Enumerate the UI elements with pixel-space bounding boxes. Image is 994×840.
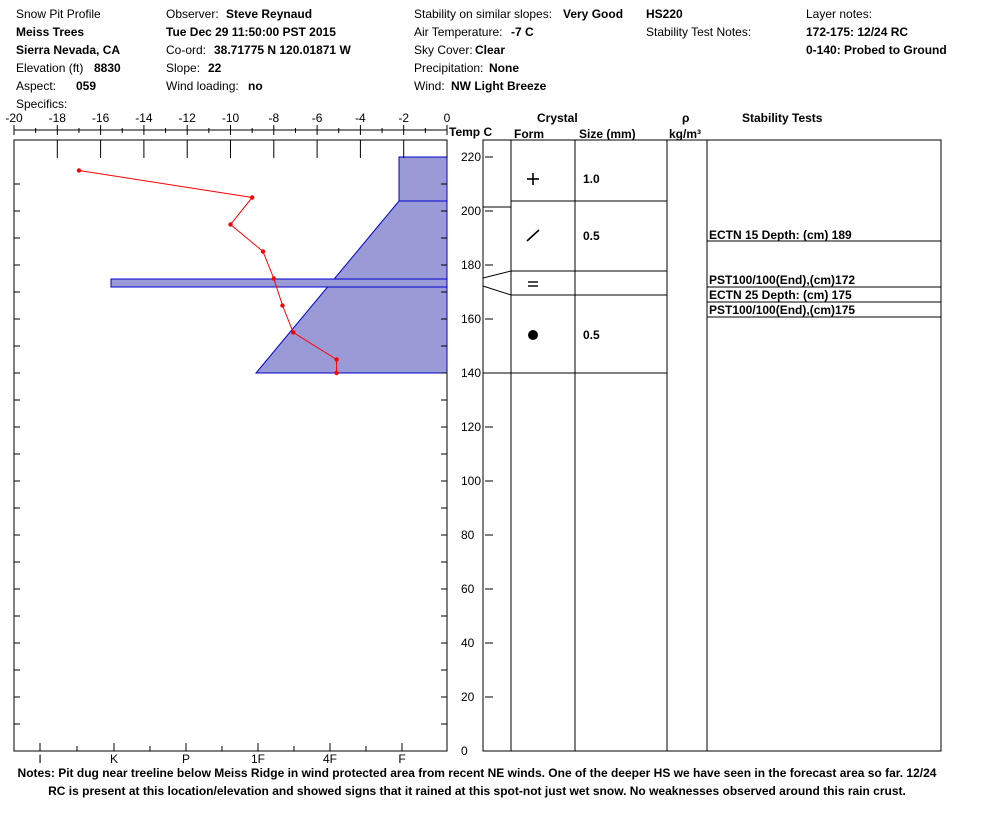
coord-label: Co-ord: (166, 43, 207, 57)
precip-value: None (489, 61, 519, 75)
height-tick-label: 140 (461, 366, 482, 380)
hardness-label: 4F (322, 752, 338, 766)
stability-value: Very Good (563, 7, 624, 21)
chart-frames (14, 130, 941, 751)
height-tick-label: 160 (461, 312, 482, 326)
region: Sierra Nevada, CA (16, 43, 121, 57)
crystal-size: 0.5 (583, 229, 600, 243)
height-tick-label: 100 (461, 474, 482, 488)
temp-tick-label: -4 (355, 111, 366, 125)
form-header: Form (514, 127, 544, 141)
temperature-point (228, 222, 232, 226)
crystal-size: 0.5 (583, 328, 600, 342)
air-temp-value: -7 C (511, 25, 534, 39)
temp-tick-label: -20 (5, 111, 23, 125)
temp-tick-label: -16 (91, 111, 110, 125)
temperature-point (280, 303, 284, 307)
location-name: Meiss Trees (16, 25, 85, 39)
wind-loading-label: Wind loading: (166, 79, 239, 93)
crystal-form-glyph (527, 230, 539, 241)
height-tick-label: 180 (461, 258, 482, 272)
stability-test-entry: ECTN 15 Depth: (cm) 189 (709, 228, 852, 242)
layer-note: 172-175: 12/24 RC (806, 25, 909, 39)
wind-loading-value: no (248, 79, 263, 93)
hardness-label: K (109, 752, 119, 766)
temperature-point (291, 330, 295, 334)
temperature-point (77, 168, 81, 172)
sky-value: Clear (475, 43, 506, 57)
layer-note: 0-140: Probed to Ground (806, 43, 947, 57)
height-tick-label: 40 (461, 636, 475, 650)
height-tick-label: 20 (461, 690, 475, 704)
height-tick-label: 220 (461, 150, 482, 164)
density-symbol: ρ (682, 111, 690, 125)
wind-label: Wind: (414, 79, 445, 93)
elevation-label: Elevation (ft) (16, 61, 84, 75)
aspect-value: 059 (76, 79, 97, 93)
aspect-label: Aspect: (16, 79, 57, 93)
crystal-header: Crystal (537, 111, 578, 125)
stability-test-entry: ECTN 25 Depth: (cm) 175 (709, 288, 852, 302)
slope-label: Slope: (166, 61, 201, 75)
height-tick-label: 80 (461, 528, 475, 542)
precip-label: Precipitation: (414, 61, 484, 75)
hardness-crust-layer (111, 279, 447, 287)
observer-label: Observer: (166, 7, 219, 21)
temp-tick-label: -12 (178, 111, 196, 125)
height-tick-label: 60 (461, 582, 475, 596)
temp-tick-label: 0 (443, 111, 451, 125)
layer-notes-label: Layer notes: (806, 7, 873, 21)
stability-label: Stability on similar slopes: (414, 7, 553, 21)
height-tick-label: 120 (461, 420, 482, 434)
stability-test-entry: PST100/100(End),(cm)172 (709, 273, 856, 287)
crystal-size: 1.0 (583, 172, 600, 186)
hs-value: HS220 (646, 7, 683, 21)
hardness-layer-1 (399, 157, 447, 201)
temp-tick-label: -6 (311, 111, 323, 125)
hardness-label: P (181, 752, 191, 766)
temp-tick-label: -8 (268, 111, 280, 125)
elevation-value: 8830 (94, 61, 121, 75)
temperature-point (334, 357, 338, 361)
specifics-label: Specifics: (16, 97, 68, 111)
temperature-point (261, 249, 265, 253)
crystal-form-glyph (528, 330, 538, 340)
pit-notes: Notes: Pit dug near treeline below Meiss Ridge in wind protected area from recent NE winds. One of the deeper HS we have seen in the forecast area so far. 12/24 RC is present at this location/elevation and showed signs that it rained at this spot-not just wet snow. No weaknesses observed around this rain crust. (17, 766, 937, 798)
size-header: Size (mm) (579, 127, 636, 141)
observer-value: Steve Reynaud (226, 7, 313, 21)
hardness-label: 1F (250, 752, 266, 766)
hardness-label: F (398, 752, 406, 766)
slope-value: 22 (208, 61, 222, 75)
hardness-label: I (38, 752, 42, 766)
temp-tick-label: -10 (221, 111, 240, 125)
stability-tests-header: Stability Tests (742, 111, 823, 125)
stability-notes-label: Stability Test Notes: (646, 25, 752, 39)
height-tick-label: 0 (461, 744, 468, 758)
height-tick-label: 200 (461, 204, 482, 218)
temperature-point (250, 195, 254, 199)
coord-value: 38.71775 N 120.01871 W (214, 43, 351, 57)
density-unit: kg/m³ (669, 127, 702, 141)
temp-axis-title: Temp C (449, 125, 493, 139)
temp-tick-label: -14 (135, 111, 153, 125)
datetime: Tue Dec 29 11:50:00 PST 2015 (166, 25, 336, 39)
temperature-point (272, 276, 276, 280)
sky-label: Sky Cover: (414, 43, 473, 57)
stability-test-entry: PST100/100(End),(cm)175 (709, 303, 856, 317)
temperature-point (334, 371, 338, 375)
page-title: Snow Pit Profile (16, 7, 101, 21)
wind-value: NW Light Breeze (451, 79, 547, 93)
air-temp-label: Air Temperature: (414, 25, 503, 39)
temp-tick-label: -2 (398, 111, 410, 125)
temp-tick-label: -18 (48, 111, 66, 125)
